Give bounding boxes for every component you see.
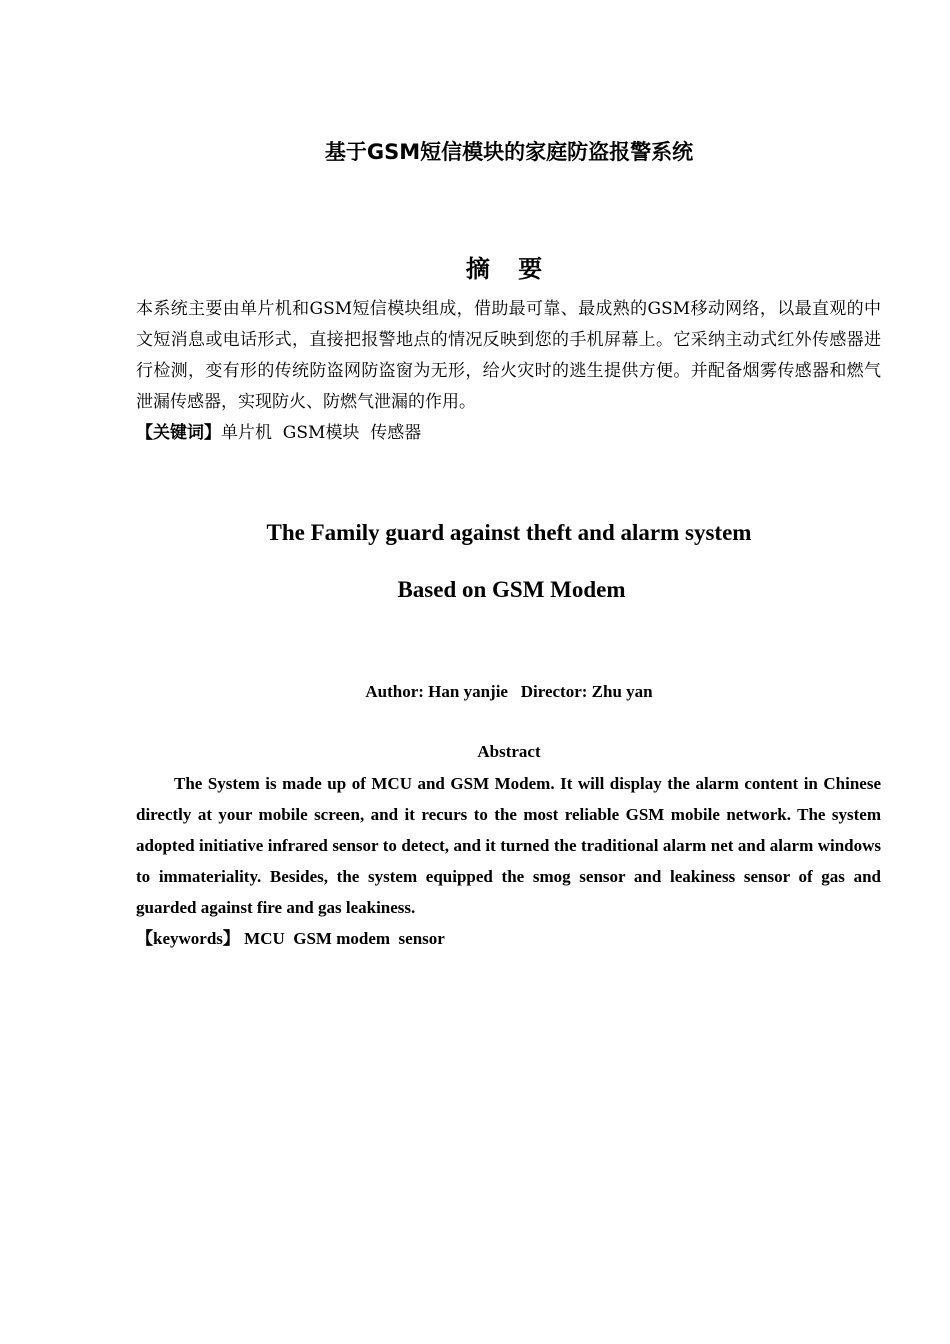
english-abstract-heading: Abstract (477, 742, 541, 761)
chinese-abstract-heading: 摘 要 (465, 255, 553, 283)
chinese-keywords (136, 418, 881, 449)
english-abstract-body: The System is made up of MCU and GSM Modem. It will display the alarm content in Chinese directly at your mobile screen, and it recurs to the most reliable GSM mobile network. The system adopted initiative infrared sensor to detect, and it turned the traditional alarm net and alarm windows to immateriality. Besides, the system equipped the smog sensor and leakiness sensor of gas and guarded against fire and gas leakiness. (136, 774, 881, 917)
chinese-title: 基于GSM短信模块的家庭防盗报警系统 (324, 140, 694, 164)
chinese-keywords-label: 【关键词】 (136, 423, 221, 443)
chinese-abstract-body: 本系统主要由单片机和GSM短信模块组成，借助最可靠、最成熟的GSM移动网络，以最直观的中文短消息或电话形式，直接把报警地点的情况反映到您的手机屏幕上。它采纳主动式红外传感器进行检测，变有形的传统防盗网防盗窗为无形，给火灾时的逃生提供方便。并配备烟雾传感器和燃气泄漏传感器，实现防火、防燃气泄漏的作用。 (136, 299, 881, 412)
author-director-line: Author: Han yanjie Director: Zhu yan (365, 682, 653, 701)
english-title-line-2: Based on GSM Modem (397, 577, 626, 602)
english-title-line-1: The Family guard against theft and alarm system (266, 520, 752, 545)
chinese-keywords-text: 单片机 GSM模块 传感器 (221, 423, 422, 443)
english-keywords: 【keywords】 MCU GSM modem sensor (136, 929, 445, 948)
